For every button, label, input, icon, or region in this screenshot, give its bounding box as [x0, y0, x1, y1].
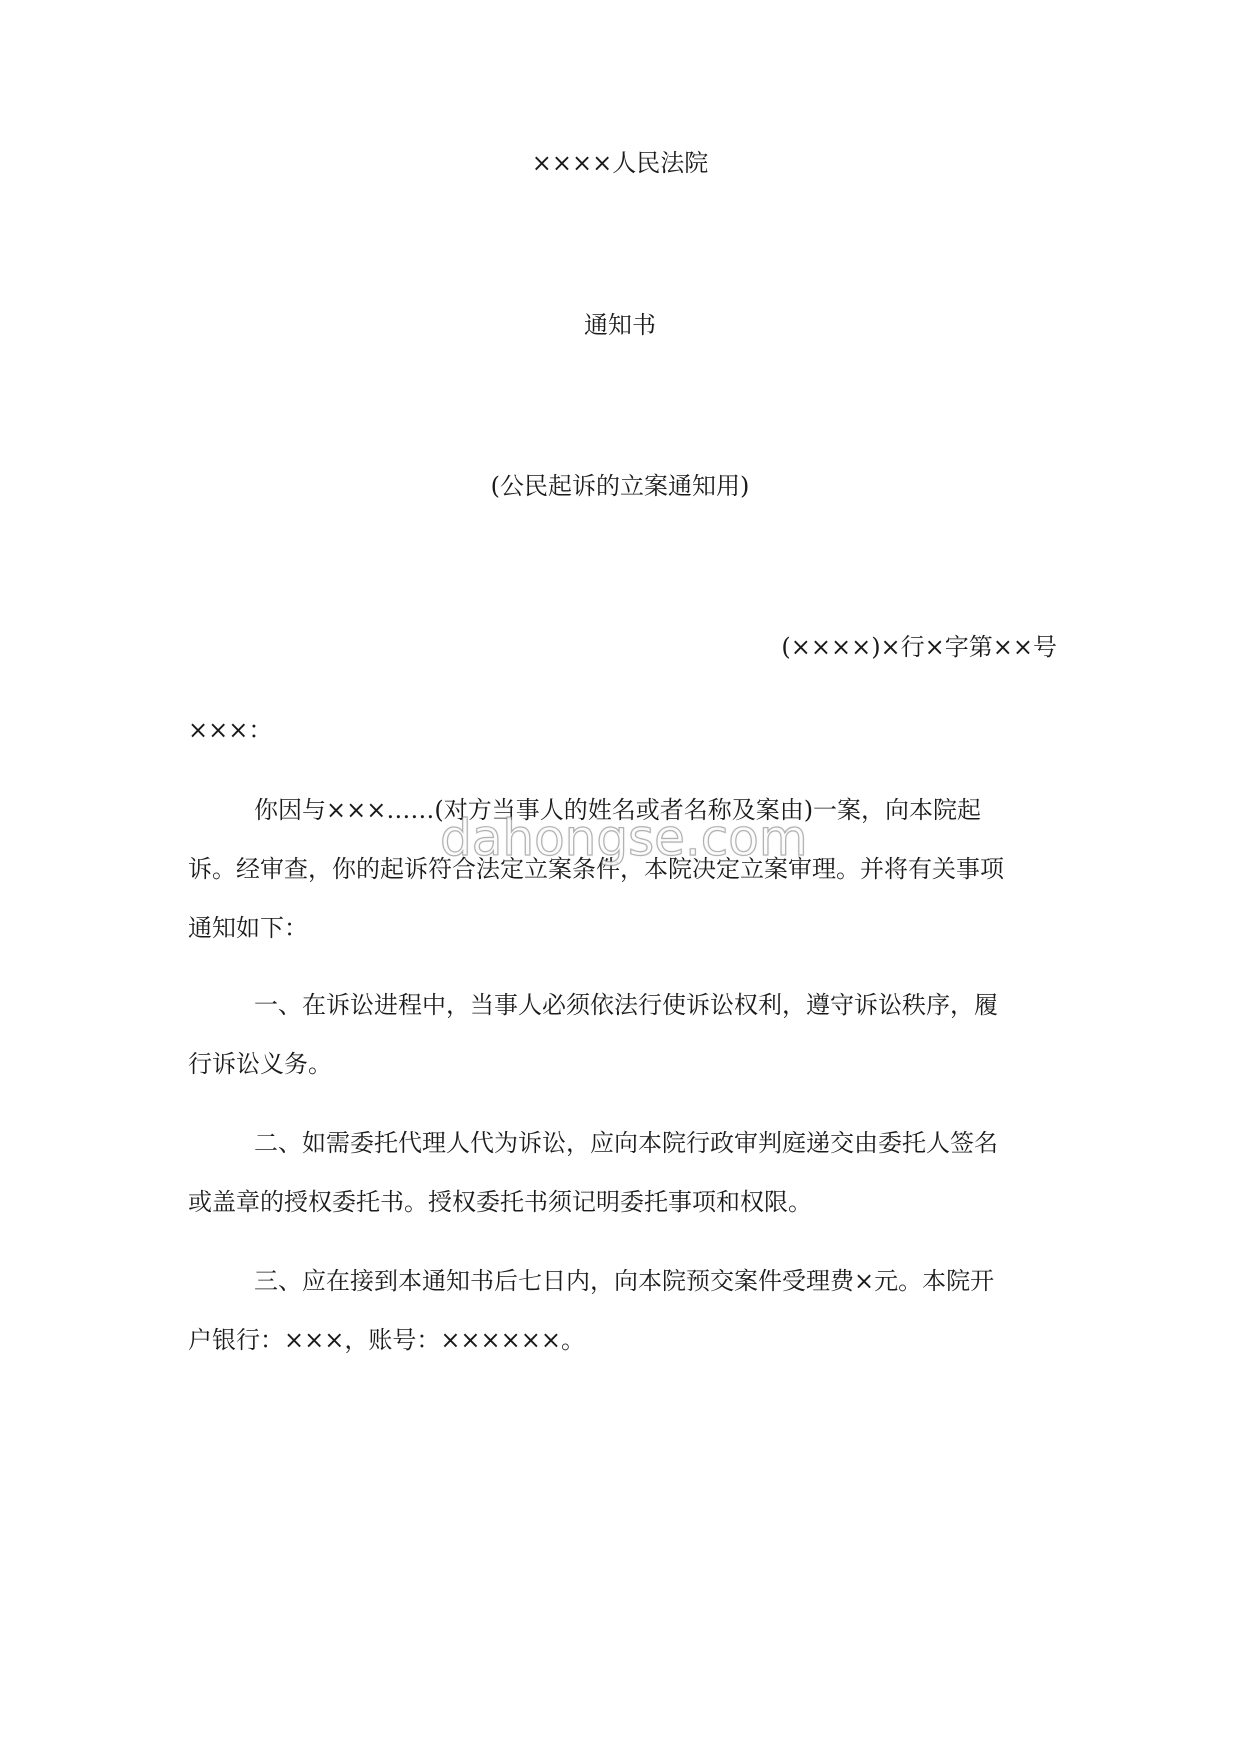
intro-line-2: 诉。经审查，你的起诉符合法定立案条件，本院决定立案审理。并将有关事项 [188, 855, 1004, 883]
watermark: dahongse.com [440, 809, 808, 867]
document-subtitle: (公民起诉的立案通知用) [490, 472, 750, 500]
item-3-line-2: 户银行：×××，账号：××××××。 [188, 1326, 585, 1354]
item-2-line-2: 或盖章的授权委托书。授权委托书须记明委托事项和权限。 [188, 1188, 812, 1216]
court-name: ××××人民法院 [531, 149, 709, 177]
document-title: 通知书 [584, 311, 656, 339]
item-2-line-1: 二、如需委托代理人代为诉讼，应向本院行政审判庭递交由委托人签名 [254, 1129, 998, 1157]
intro-line-1: 你因与×××……(对方当事人的姓名或者名称及案由)一案，向本院起 [254, 796, 982, 824]
case-number: (××××)×行×字第××号 [781, 633, 1057, 661]
intro-line-3: 通知如下： [188, 914, 308, 942]
addressee: ×××： [188, 716, 273, 744]
item-1-line-1: 一、在诉讼进程中，当事人必须依法行使诉讼权利，遵守诉讼秩序，履 [254, 991, 998, 1019]
item-1-line-2: 行诉讼义务。 [188, 1050, 332, 1078]
item-3-line-1: 三、应在接到本通知书后七日内，向本院预交案件受理费×元。本院开 [254, 1267, 995, 1295]
